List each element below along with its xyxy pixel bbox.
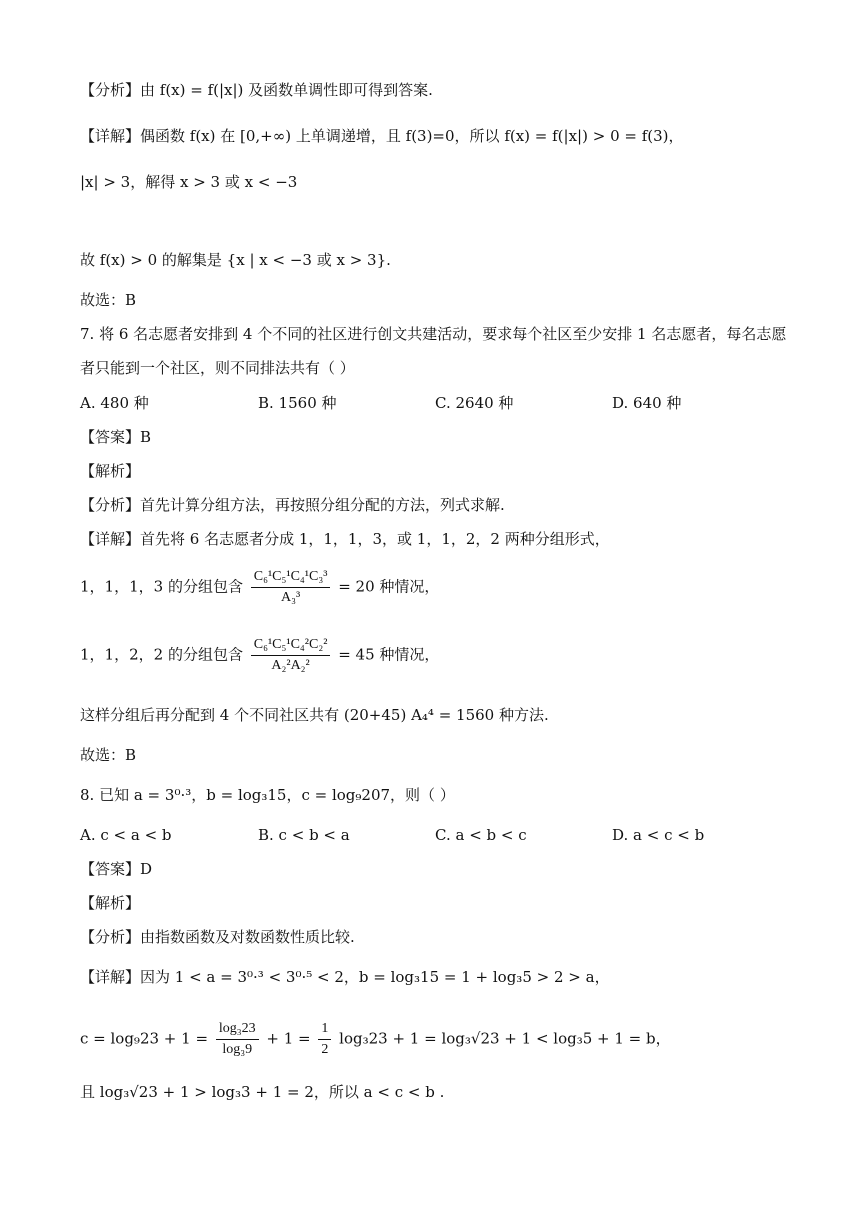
q8-detail2-frac1-numerator: log₃23 (216, 1020, 259, 1040)
q7-stem-line-1: 7. 将 6 名志愿者安排到 4 个不同的社区进行创文共建活动，要求每个社区至少安排 1 名志愿者，每名志愿 (80, 325, 787, 343)
q8-option-c: C. a < b < c (435, 826, 527, 844)
q8-option-a: A. c < a < b (80, 826, 172, 844)
q8-detail-line-2 (80, 1020, 671, 1059)
q7-choice: 故选：B (80, 746, 137, 764)
q7-total: 这样分组后再分配到 4 个不同社区共有 (20+45) A₄⁴ = 1560 种方法. (80, 706, 549, 724)
q8-jiexi: 【解析】 (80, 894, 141, 912)
q8-detail2-frac2-numerator: 1 (318, 1020, 331, 1040)
q7-answer: 【答案】B (80, 428, 152, 446)
q7-case1-denominator: A₃³ (280, 590, 301, 605)
q7-option-b: B. 1560 种 (258, 394, 337, 412)
q7-case-1 (80, 568, 439, 607)
q7-case1-numerator: C₆¹C₅¹C₄¹C₃³ (251, 568, 331, 588)
q8-option-d: D. a < c < b (612, 826, 705, 844)
q7-case1-suffix: = 20 种情况， (338, 577, 440, 596)
q7-case2-suffix: = 45 种情况， (338, 645, 440, 664)
q8-detail2-suffix: log₃23 + 1 = log₃√23 + 1 < log₃5 + 1 = b， (339, 1029, 671, 1048)
q8-detail-line-3: 且 log₃√23 + 1 > log₃3 + 1 = 2，所以 a < c < b . (80, 1083, 445, 1101)
q7-detail-line-1: 【详解】首先将 6 名志愿者分成 1，1，1，3，或 1，1，2，2 两种分组形式， (80, 530, 610, 548)
q8-detail2-frac2-denominator: 2 (321, 1042, 329, 1057)
q7-option-d: D. 640 种 (612, 394, 682, 412)
q8-answer: 【答案】D (80, 860, 153, 878)
q7-option-a: A. 480 种 (80, 394, 149, 412)
q8-detail2-fraction-2 (318, 1020, 331, 1059)
q8-detail2-prefix: c = log₉23 + 1 = (80, 1029, 209, 1048)
q7-case-2 (80, 636, 439, 675)
q6-detail-line-1: 【详解】偶函数 f(x) 在 [0,+∞) 上单调递增，且 f(3)=0，所以 f(x) = f(|x|) > 0 = f(3)， (80, 127, 684, 145)
q6-analysis: 【分析】由 f(x) = f(|x|) 及函数单调性即可得到答案. (80, 81, 433, 99)
q8-option-b: B. c < b < a (258, 826, 350, 844)
q7-case2-fraction (251, 636, 331, 675)
q7-case1-fraction (251, 568, 331, 607)
q8-analysis: 【分析】由指数函数及对数函数性质比较. (80, 928, 355, 946)
q8-stem: 8. 已知 a = 3⁰·³，b = log₃15，c = log₉207，则（ ） (80, 786, 455, 804)
q7-option-c: C. 2640 种 (435, 394, 514, 412)
q8-detail2-fraction-1 (216, 1020, 259, 1059)
q6-detail-line-3: 故 f(x) > 0 的解集是 {x | x < −3 或 x > 3}. (80, 251, 391, 269)
q8-detail2-frac1-denominator: log₃9 (222, 1042, 253, 1057)
q7-case2-numerator: C₆¹C₅¹C₄²C₂² (251, 636, 331, 656)
q7-stem-line-2: 者只能到一个社区，则不同排法共有（ ） (80, 359, 355, 377)
q7-case1-prefix: 1，1，1，3 的分组包含 (80, 577, 243, 596)
q6-detail-line-2: |x| > 3，解得 x > 3 或 x < −3 (80, 173, 298, 191)
q7-jiexi: 【解析】 (80, 462, 141, 480)
q8-detail2-mid: + 1 = (266, 1029, 311, 1048)
q7-case2-prefix: 1，1，2，2 的分组包含 (80, 645, 243, 664)
q6-choice: 故选：B (80, 291, 137, 309)
q8-detail-line-1: 【详解】因为 1 < a = 3⁰·³ < 3⁰·⁵ < 2，b = log₃15 = 1 + log₃5 > 2 > a， (80, 968, 610, 986)
q7-analysis: 【分析】首先计算分组方法，再按照分组分配的方法，列式求解. (80, 496, 505, 514)
q7-case2-denominator: A₂²A₂² (271, 658, 310, 673)
